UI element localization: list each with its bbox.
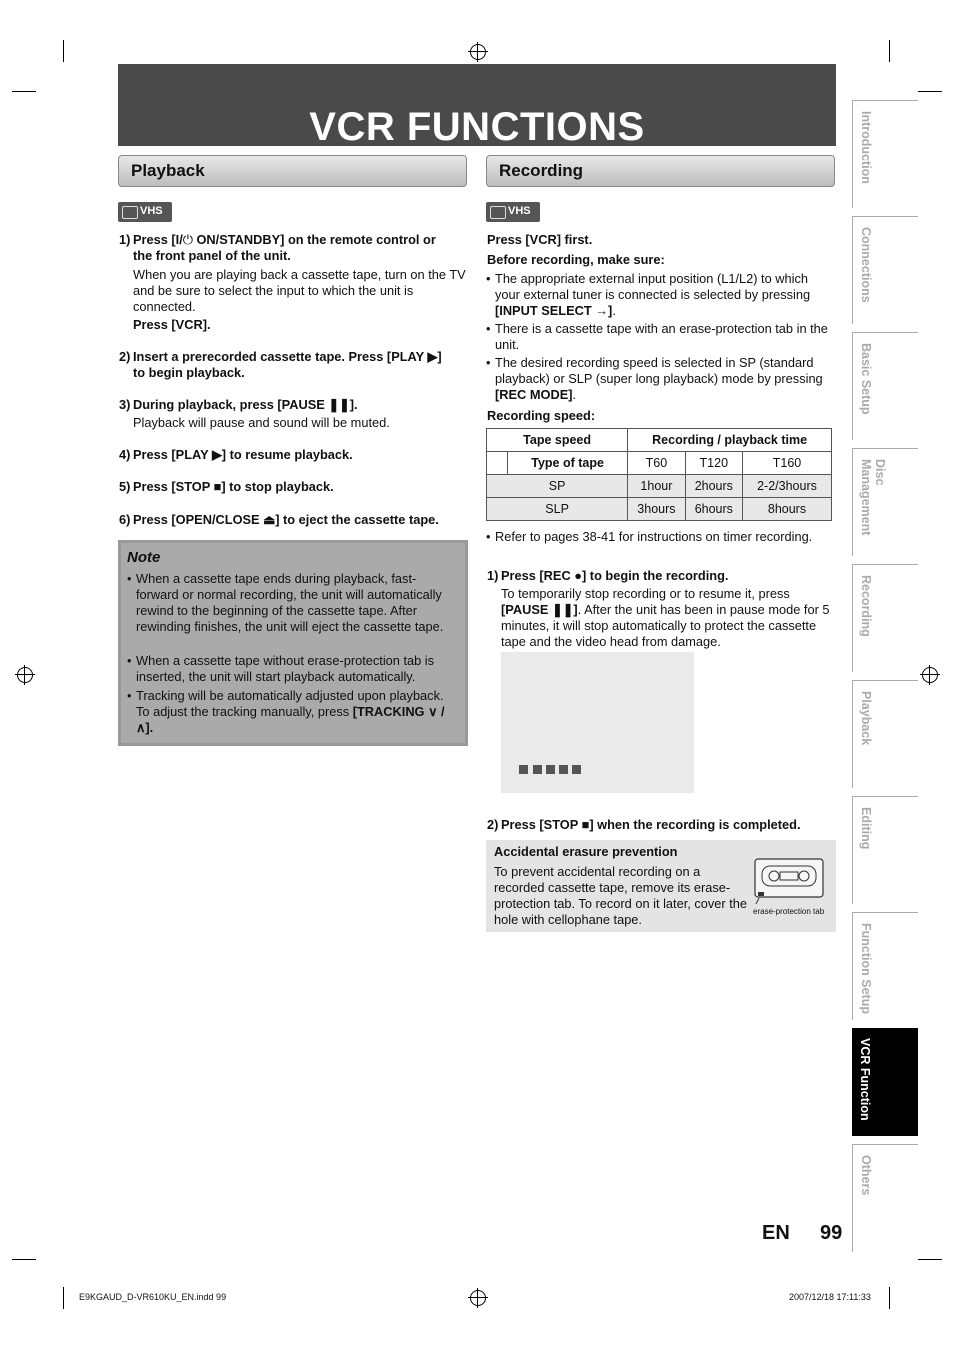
note-title: Note — [127, 549, 161, 566]
cassette-icon — [754, 858, 826, 904]
footer-date: 2007/12/18 17:11:33 — [789, 1292, 871, 1302]
timer-recording-note: • Refer to pages 38-41 for instructions on timer recording. — [495, 529, 840, 545]
recording-section-header: Recording — [486, 155, 835, 187]
side-tab-introduction[interactable]: Introduction — [852, 100, 918, 208]
registration-mark — [470, 44, 486, 60]
side-tab-connections[interactable]: Connections — [852, 216, 918, 324]
registration-mark — [470, 1290, 486, 1306]
side-tab-basic-setup[interactable]: Basic Setup — [852, 332, 918, 440]
side-tab-function-setup[interactable]: Function Setup — [852, 912, 918, 1020]
recording-check-item: • The appropriate external input position (L1/L2) to which your external tuner is connected is selected by pressing [INPUT SELECT →]. — [495, 271, 835, 319]
note-box — [118, 540, 468, 746]
playback-step-3-title: During playback, press [PAUSE ❚❚]. — [133, 397, 358, 412]
playback-step-1-body: When you are playing back a cassette tape, turn on the TV and be sure to select the input to which the unit is connected. — [133, 267, 466, 314]
note-item: • When a cassette tape without erase-protection tab is inserted, the unit will start playback automatically. — [136, 653, 458, 685]
playback-step-1-title: Press [I/⏻ ON/STANDBY] on the remote control or the front panel of the unit. — [133, 232, 436, 263]
vhs-badge: VHS — [486, 202, 540, 222]
page-number: 99 — [820, 1222, 843, 1244]
note-item: • When a cassette tape ends during playback, fast-forward or normal recording, the unit will automatically rewind to the beginning of the cassette tape. After rewinding finishes, the unit will eject the cassette tape. — [136, 571, 458, 635]
page-title: VCR FUNCTIONS — [309, 105, 645, 149]
side-tab-editing[interactable]: Editing — [852, 796, 918, 904]
side-tab-others[interactable]: Others — [852, 1144, 918, 1252]
accidental-title: Accidental erasure prevention — [494, 844, 678, 859]
playback-step-4-title: Press [PLAY ▶] to resume playback. — [133, 447, 353, 462]
footer-filename: E9KGAUD_D-VR610KU_EN.indd 99 — [79, 1292, 227, 1302]
side-tab-playback[interactable]: Playback — [852, 680, 918, 788]
tv-screen-illustration — [501, 652, 694, 793]
erase-tab-label: erase-protection tab — [753, 907, 825, 916]
registration-mark — [17, 667, 33, 683]
playback-step-2-title: Insert a prerecorded cassette tape. Press [PLAY ▶] to begin playback. — [133, 349, 442, 380]
playback-section-header: Playback — [118, 155, 467, 187]
recording-step-1-body: To temporarily stop recording or to resume it, press [PAUSE ❚❚]. After the unit has been in pause mode for 5 minutes, it will stop automatically to protect the cassette tape and the video head from damage. — [501, 586, 830, 649]
title-banner — [118, 64, 836, 149]
recording-check-item: • There is a cassette tape with an erase-protection tab in the unit. — [495, 321, 835, 353]
power-icon: ⏻ — [182, 232, 193, 247]
side-tab-vcr-function[interactable]: VCR Function — [852, 1028, 918, 1136]
side-tab-recording[interactable]: Recording — [852, 564, 918, 672]
registration-mark — [922, 667, 938, 683]
side-tab-disc-management[interactable]: Disc Management — [852, 448, 918, 556]
vhs-badge: VHS — [118, 202, 172, 222]
playback-step-6-title: Press [OPEN/CLOSE ⏏] to eject the cassette tape. — [133, 512, 439, 527]
note-item: • Tracking will be automatically adjusted upon playback. To adjust the tracking manually, press [TRACKING ∨ / ∧]. — [136, 688, 458, 736]
playback-step-3-body: Playback will pause and sound will be muted. — [133, 415, 390, 430]
recording-speed-label: Recording speed: — [487, 408, 596, 423]
playback-step-5-title: Press [STOP ■] to stop playback. — [133, 479, 334, 494]
accidental-body: To prevent accidental recording on a recorded cassette tape, remove its erase-protection tab. To record on it later, cover the hole with cellophane tape. — [494, 864, 748, 927]
language-label: EN — [762, 1222, 790, 1244]
recording-speed-table: Tape speed Recording / playback time Type of tape T60 T120 T160 SP 1hour 2hours 2-2/3hours SLP 3hours 6hours 8hours — [486, 428, 832, 521]
recording-check-item: • The desired recording speed is selected in SP (standard playback) or SLP (super long playback) mode by pressing [REC MODE]. — [495, 355, 835, 403]
press-vcr-first: Press [VCR] first. — [487, 232, 593, 247]
before-recording: Before recording, make sure: — [487, 252, 665, 267]
recording-step-1-title: Press [REC ●] to begin the recording. — [501, 568, 729, 583]
accidental-erasure-box — [486, 840, 836, 932]
playback-step-1-press: Press [VCR]. — [133, 317, 211, 332]
recording-step-2-title: Press [STOP ■] when the recording is completed. — [501, 817, 801, 832]
